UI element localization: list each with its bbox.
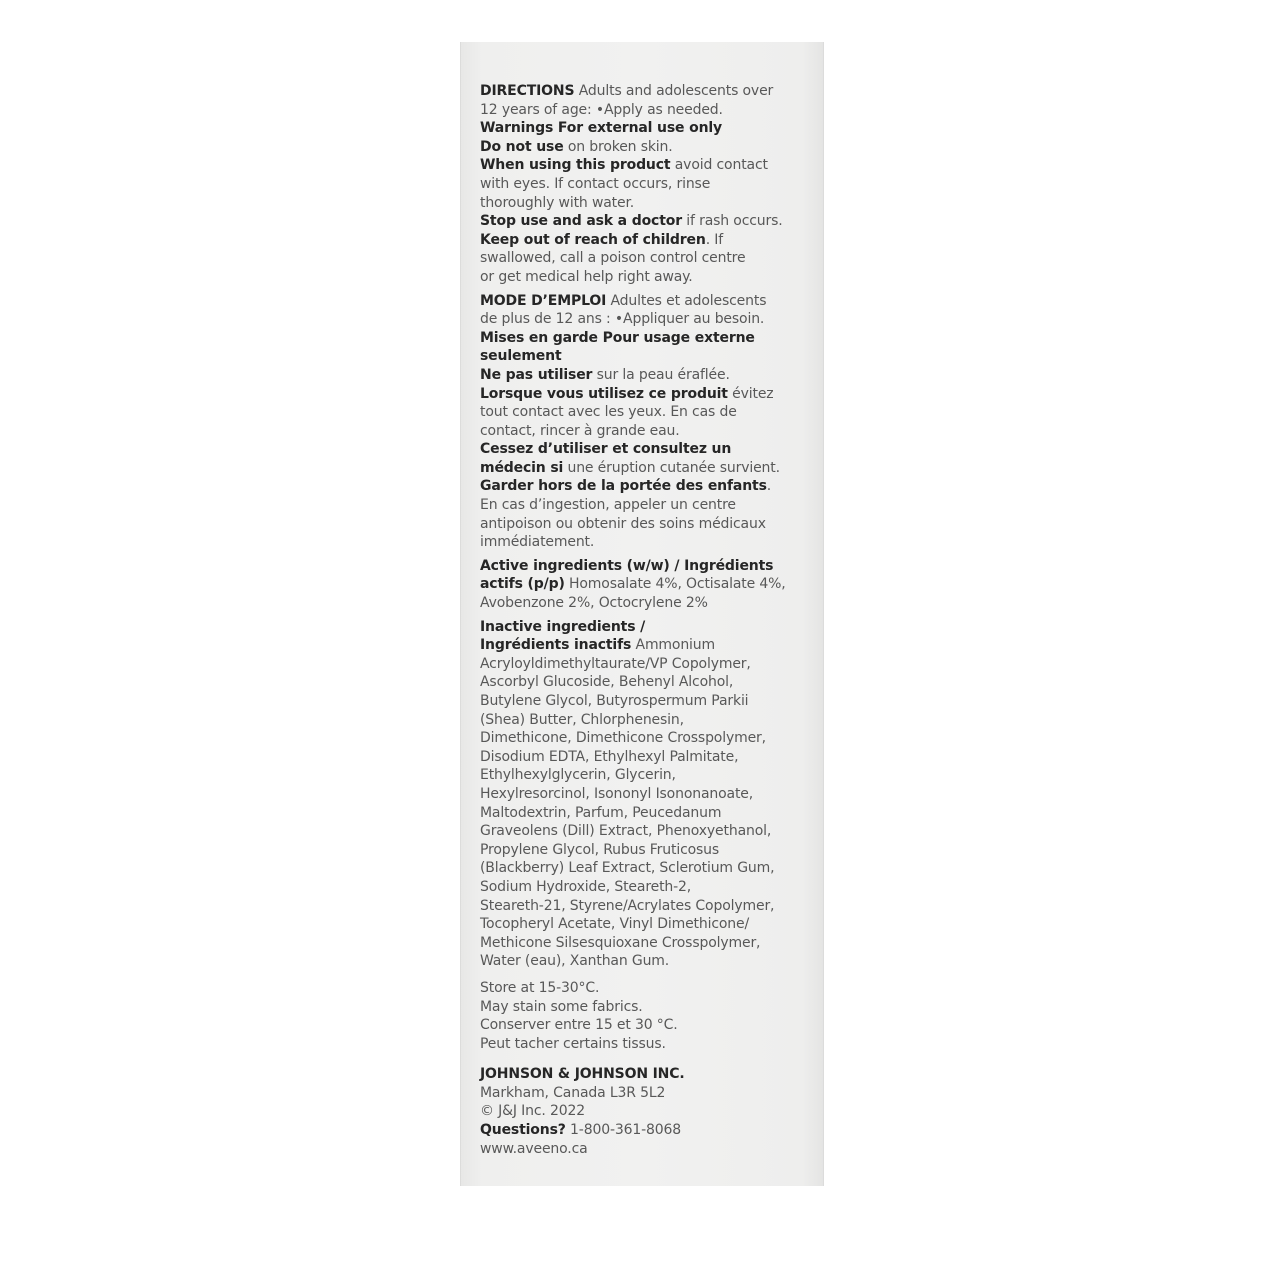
inactive-list-line: Butylene Glycol, Butyrospermum Parkii (480, 693, 749, 709)
directions-line-2: 12 years of age: •Apply as needed. (480, 101, 723, 118)
mode-emploi-text: Adultes et adolescents (606, 292, 767, 309)
inactive-list-line: Steareth-21, Styrene/Acrylates Copolymer, (480, 897, 775, 914)
questions-line (480, 1121, 815, 1140)
active-label-2: actifs (p/p) (480, 576, 565, 593)
inactive-list-line: Dimethicone, Dimethicone Crosspolymer, (480, 730, 766, 747)
inactive-list-line: (Shea) Butter, Chlorphenesin, (480, 711, 684, 728)
active-label-1: Active ingredients (w/w) / Ingrédients (480, 557, 774, 574)
when-using-line-3: thoroughly with water. (480, 194, 635, 211)
active-ingredients-section (480, 557, 815, 613)
inactive-list-line: Ascorbyl Glucoside, Behenyl Alcohol, (480, 674, 734, 691)
storage-line: Conserver entre 15 et 30 °C. (480, 1017, 678, 1034)
company-name: JOHNSON & JOHNSON INC. (480, 1066, 685, 1083)
inactive-list-line: Acryloyldimethyltaurate/VP Copolymer, (480, 655, 751, 672)
warnings-heading (480, 119, 815, 138)
cessez-line-1 (480, 440, 815, 459)
stop-use-label: Stop use and ask a doctor (480, 213, 682, 230)
mises-line-2 (480, 347, 815, 366)
inactive-label-1: Inactive ingredients / (480, 618, 646, 635)
directions-label: DIRECTIONS (480, 83, 575, 99)
when-using-line-1 (480, 156, 815, 175)
garder-line-4: immédiatement. (480, 534, 595, 551)
stop-use-line (480, 212, 815, 231)
do-not-use-text: on broken skin. (563, 138, 673, 155)
keep-out-label: Keep out of reach of children (480, 231, 706, 248)
mode-emploi-label: MODE D’EMPLOI (480, 292, 607, 309)
inactive-list-line: Graveolens (Dill) Extract, Phenoxyethanol, (480, 823, 772, 840)
inactive-list-line: (Blackberry) Leaf Extract, Sclerotium Gum, (480, 860, 775, 877)
ne-pas-label: Ne pas utiliser (480, 366, 593, 383)
directions-text: Adults and adolescents over (574, 83, 774, 99)
garder-label: Garder hors de la portée des enfants (480, 478, 767, 495)
when-using-line-2: with eyes. If contact occurs, rinse (480, 175, 711, 192)
cessez-text: une éruption cutanée survient. (563, 459, 780, 476)
active-line-2 (480, 575, 815, 594)
lorsque-line-3: contact, rincer à grande eau. (480, 422, 680, 439)
inactive-list-line: Ethylhexylglycerin, Glycerin, (480, 767, 676, 784)
lorsque-label: Lorsque vous utilisez ce produit (480, 385, 728, 402)
storage-line: May stain some fabrics. (480, 998, 643, 1015)
inactive-line-2 (480, 636, 815, 655)
ne-pas-line (480, 366, 815, 385)
garder-line-3: antipoison ou obtenir des soins médicaux (480, 515, 766, 532)
inactive-list-line: Water (eau), Xanthan Gum. (480, 953, 670, 970)
do-not-use-line (480, 138, 815, 157)
keep-out-line-2: swallowed, call a poison control centre (480, 250, 746, 267)
warnings-label: Warnings For external use only (480, 120, 723, 137)
garder-text: . (766, 478, 772, 495)
mode-emploi-line-1 (480, 292, 815, 311)
ne-pas-text: sur la peau éraflée. (592, 366, 730, 383)
mode-emploi-line-2: de plus de 12 ans : •Appliquer au besoin. (480, 311, 765, 328)
product-box-side-panel (460, 42, 824, 1186)
company-copyright: © J&J Inc. 2022 (480, 1103, 586, 1120)
questions-phone: 1-800-361-8068 (565, 1122, 682, 1139)
when-using-text: avoid contact (670, 157, 768, 174)
inactive-label-2: Ingrédients inactifs (480, 637, 632, 654)
directions-section (480, 82, 815, 287)
cessez-label-1: Cessez d’utiliser et consultez un (480, 441, 732, 458)
mises-label-1: Mises en garde Pour usage externe (480, 329, 755, 346)
keep-out-line-1 (480, 231, 815, 250)
label-text (480, 82, 815, 1158)
cessez-label-2: médecin si (480, 459, 564, 476)
garder-line-1 (480, 477, 815, 496)
keep-out-text: . If (705, 231, 724, 248)
mises-label-2: seulement (480, 348, 562, 365)
mode-emploi-section (480, 292, 815, 552)
do-not-use-label: Do not use (480, 138, 564, 155)
lorsque-text: évitez (727, 385, 774, 402)
inactive-list-line: Propylene Glycol, Rubus Fruticosus (480, 841, 720, 858)
storage-section (480, 979, 815, 1053)
when-using-label: When using this product (480, 157, 671, 174)
directions-line-1 (480, 82, 815, 101)
active-text: Homosalate 4%, Octisalate 4%, (564, 576, 786, 593)
storage-line: Peut tacher certains tissus. (480, 1035, 666, 1052)
lorsque-line-1 (480, 385, 815, 404)
inactive-line-1 (480, 618, 815, 637)
inactive-list-line: Methicone Silsesquioxane Crosspolymer, (480, 934, 761, 951)
mises-line-1 (480, 329, 815, 348)
company-website: www.aveeno.ca (480, 1140, 588, 1157)
inactive-text: Ammonium (631, 637, 716, 654)
inactive-list-line: Tocopheryl Acetate, Vinyl Dimethicone/ (480, 916, 750, 933)
keep-out-line-3: or get medical help right away. (480, 268, 693, 285)
company-address: Markham, Canada L3R 5L2 (480, 1084, 666, 1101)
stop-use-text: if rash occurs. (681, 213, 783, 230)
questions-label: Questions? (480, 1122, 566, 1139)
lorsque-line-2: tout contact avec les yeux. En cas de (480, 404, 737, 421)
garder-line-2: En cas d’ingestion, appeler un centre (480, 497, 736, 514)
cessez-line-2 (480, 459, 815, 478)
company-section (480, 1065, 815, 1158)
inactive-ingredients-section (480, 618, 815, 971)
inactive-list-line: Maltodextrin, Parfum, Peucedanum (480, 804, 722, 821)
inactive-list-line: Hexylresorcinol, Isononyl Isononanoate, (480, 785, 754, 802)
inactive-list-line: Disodium EDTA, Ethylhexyl Palmitate, (480, 748, 739, 765)
active-line-3: Avobenzone 2%, Octocrylene 2% (480, 595, 708, 612)
storage-line: Store at 15-30°C. (480, 979, 600, 996)
active-line-1 (480, 557, 815, 576)
inactive-list-line: Sodium Hydroxide, Steareth-2, (480, 878, 692, 895)
